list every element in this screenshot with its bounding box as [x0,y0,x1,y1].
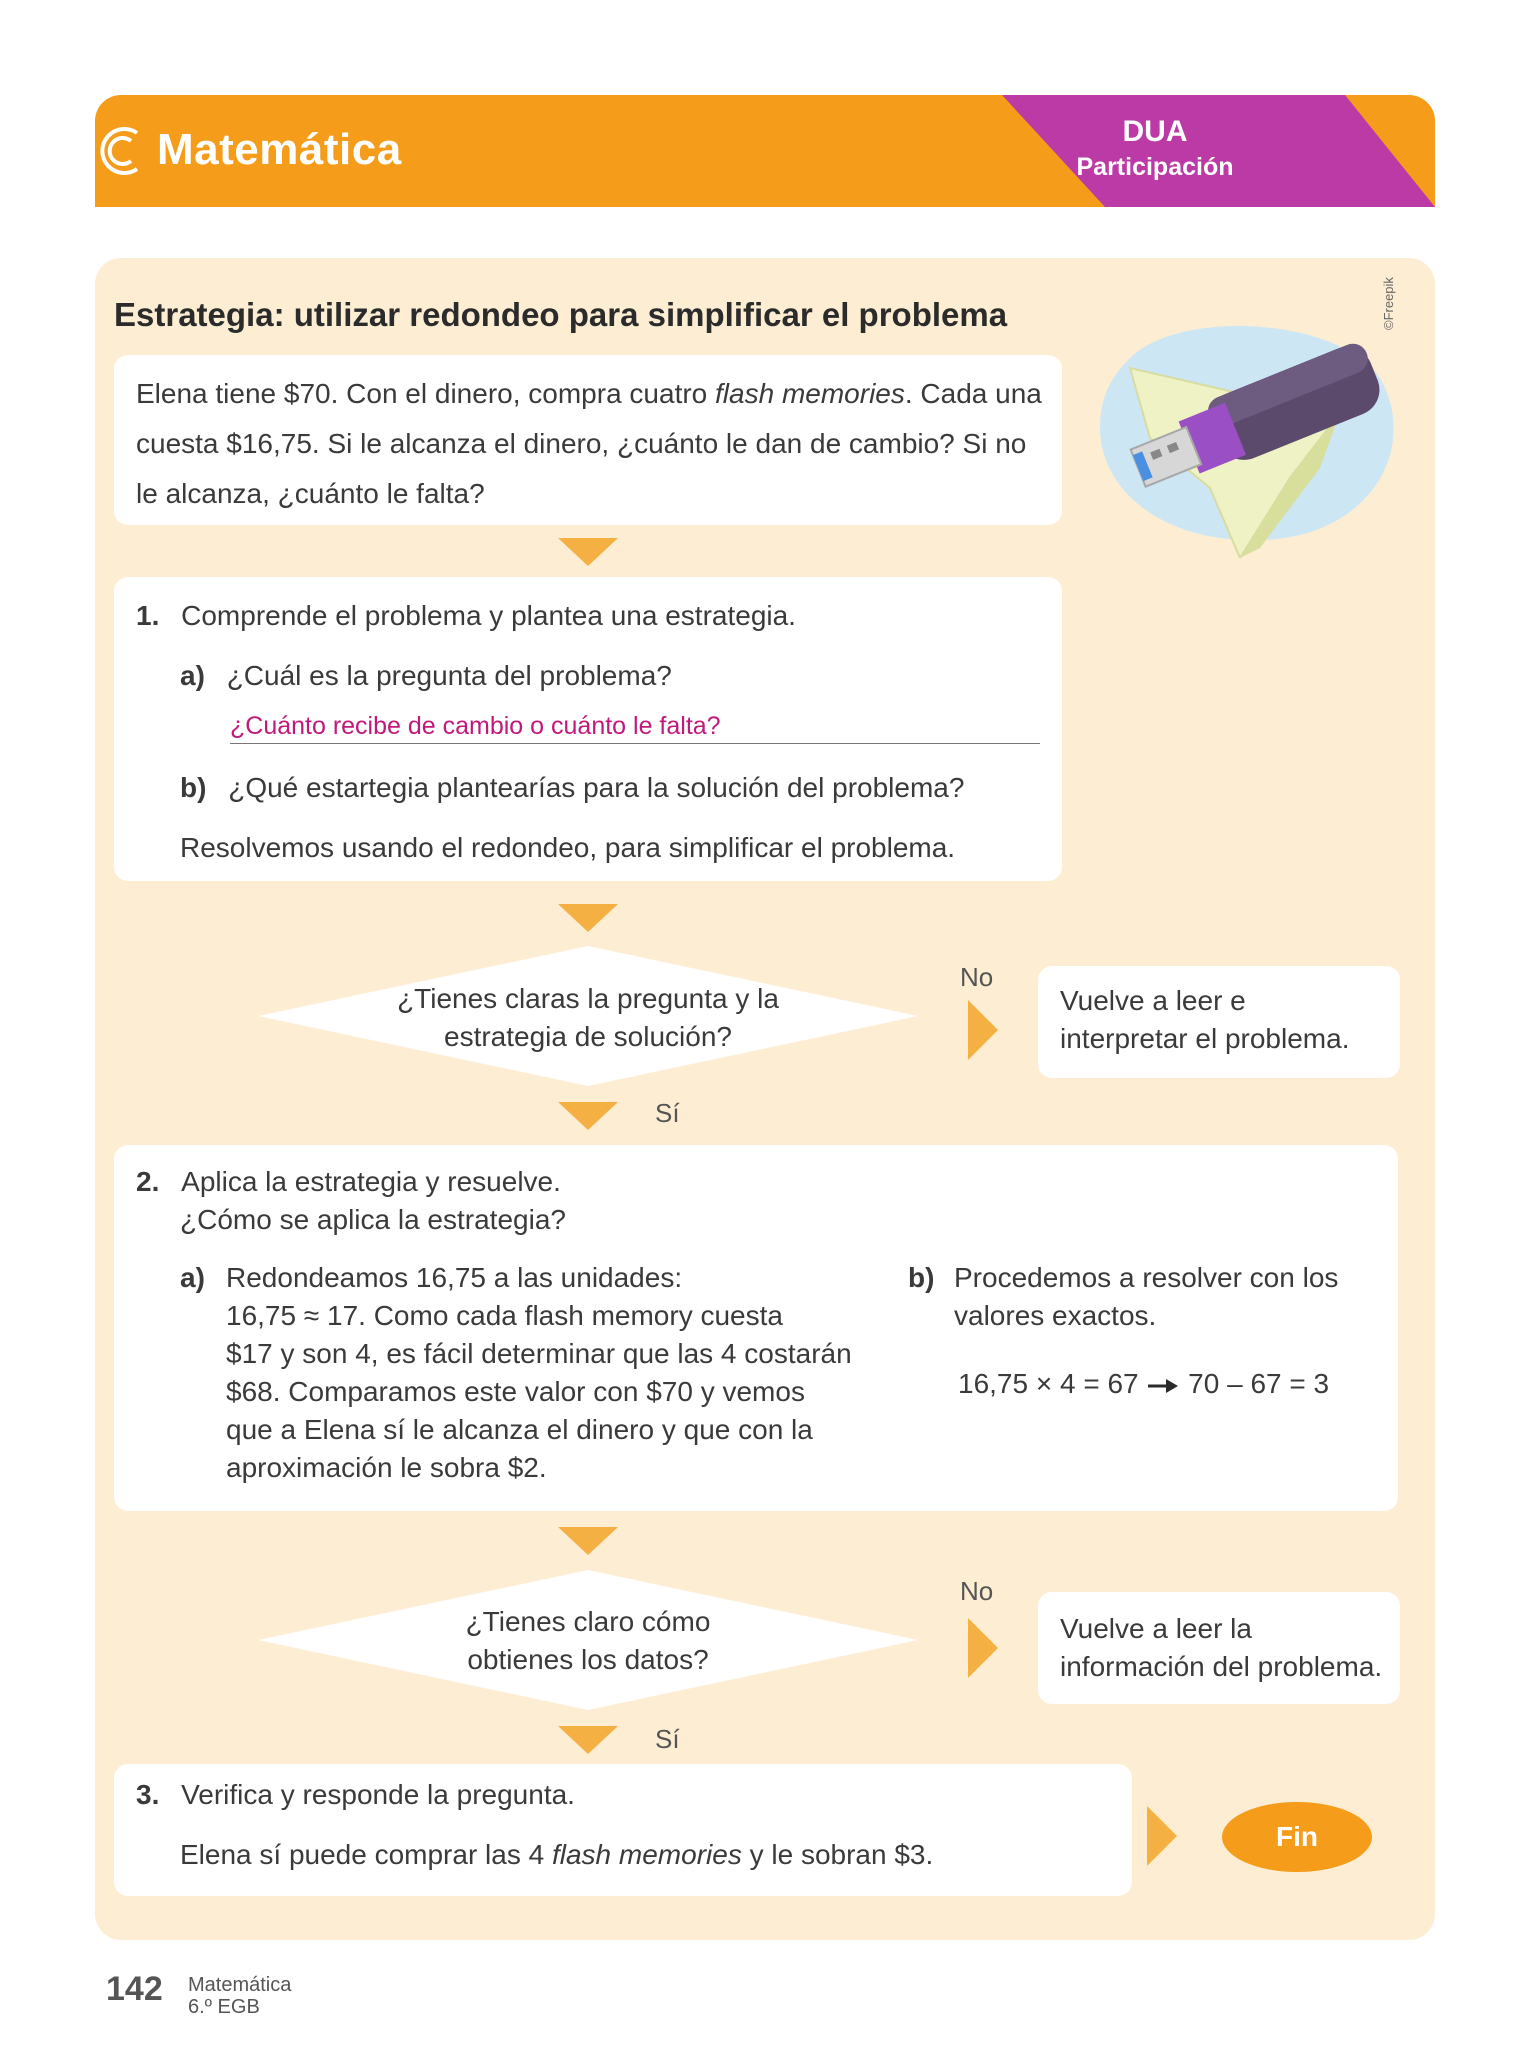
dua-title: DUA [1122,115,1188,148]
step1-a-question: ¿Cuál es la pregunta del problema? [226,660,672,691]
step1-b-answer: Resolvemos usando el redondeo, para simplificar el problema. [180,832,956,863]
subject-logo-icon [97,123,147,179]
step1-b-label: b) [180,772,207,803]
step3-answer [180,1830,933,1880]
flash-memory-illustration [1090,318,1410,558]
decision2-question [258,1603,918,1679]
step2-b-label-text: b) [908,1262,935,1293]
footer-info [188,1974,291,2018]
decision2-question-line2: obtienes los datos? [467,1644,709,1675]
footer-subject: Matemática [188,1974,292,1996]
step3-heading-row [136,1770,575,1820]
page-title: Estrategia: utilizar redondeo para simplificar el problema [114,296,1008,333]
step2-a-line: Redondeamos 16,75 a las unidades: [226,1262,683,1293]
step2-b-label [908,1259,934,1297]
arrow-down-icon [558,904,618,932]
decision1-no-label: No [960,962,994,992]
subject-title: Matemática [157,125,402,174]
step3-card [114,1764,1132,1896]
step2-a-text [226,1259,866,1487]
arrow-right-small-icon [1146,1376,1180,1396]
arrow-down-icon [558,1726,618,1754]
step2-b-text [954,1259,1338,1335]
header-band [95,95,1435,207]
step2-number: 2. [136,1166,160,1197]
step2-card [114,1145,1398,1511]
step2-a-line: que a Elena sí le alcanza el dinero y que con la [226,1414,813,1445]
problem-text-part1: Elena tiene $70. Con el dinero, compra cuatro [136,378,716,409]
decision2-no-line1: Vuelve a leer la [1060,1613,1252,1644]
image-credit: ©Freepik [1381,277,1396,330]
step2-b-line1: Procedemos a resolver con los [954,1262,1339,1293]
decision2-yes-label: Sí [655,1724,680,1754]
decision2-question-line1: ¿Tienes claro cómo [465,1606,711,1637]
step3-number: 3. [136,1779,160,1810]
decision1-question [258,980,918,1056]
dua-subtitle: Participación [1076,153,1234,181]
step2-a-label [180,1259,205,1297]
step1-b-question: ¿Qué estartegia plantearías para la solución del problema? [228,772,965,803]
step1-a-label: a) [180,660,205,691]
problem-text-italic: flash memories [715,378,905,409]
decision2-no-box [1038,1592,1400,1704]
step3-answer-part1: Elena sí puede comprar las 4 [180,1839,552,1870]
decision1-no-text [1060,982,1349,1058]
arrow-right-icon [968,1000,998,1060]
step2-a-line: 16,75 ≈ 17. Como cada flash memory cuesta [226,1300,783,1331]
decision1-no-box [1038,966,1400,1078]
arrow-right-icon [968,1618,998,1678]
step3-answer-italic: flash memories [551,1839,742,1870]
decision2-no-line2: información del problema. [1060,1651,1383,1682]
step2-a-line: $17 y son 4, es fácil determinar que las 4 costarán [226,1338,852,1369]
equation-right: 70 – 67 = 3 [1188,1368,1330,1399]
step1-number: 1. [136,600,160,631]
step1-card [114,577,1062,881]
step2-a-label-text: a) [180,1262,205,1293]
step2-heading-row [136,1163,561,1201]
step2-a-line: aproximación le sobra $2. [226,1452,547,1483]
step3-heading: Verifica y responde la pregunta. [181,1779,575,1810]
step1-heading: Comprende el problema y plantea una estrategia. [181,600,796,631]
step3-answer-part2: y le sobran $3. [741,1839,934,1870]
arrow-down-icon [558,538,618,566]
step1-b-row [180,763,964,813]
problem-text [136,369,1046,519]
step1-a-answer: ¿Cuánto recibe de cambio o cuánto le falta? [230,709,1040,744]
step2-a-line: $68. Comparamos este valor con $70 y vemos [226,1376,805,1407]
equation-left: 16,75 × 4 = 67 [958,1368,1139,1399]
decision1-question-line1: ¿Tienes claras la pregunta y la [397,983,779,1014]
fin-badge: Fin [1222,1802,1372,1872]
decision1-yes-label: Sí [655,1098,680,1128]
arrow-right-icon [1147,1806,1177,1866]
decision1-no-line1: Vuelve a leer e [1060,985,1246,1016]
step1-heading-row [136,591,796,641]
arrow-down-icon [558,1527,618,1555]
step2-heading-line1: Aplica la estrategia y resuelve. [181,1166,561,1197]
problem-text-part2: . Cada una cuesta $16,75. Si le alcanza el dinero, ¿cuánto le dan de cambio? Si no le alcanza, ¿cuánto le falta? [136,378,1042,509]
decision1-no-line2: interpretar el problema. [1060,1023,1350,1054]
decision2-no-text [1060,1610,1382,1686]
decision2-no-label: No [960,1576,994,1606]
footer-grade: 6.º EGB [188,1996,260,2018]
step2-b-line2: valores exactos. [954,1300,1157,1331]
decision1-question-line2: estrategia de solución? [444,1021,732,1052]
step1-a-row [180,651,672,701]
step2-equation [958,1365,1329,1403]
problem-card [114,355,1062,525]
step2-heading-line2: ¿Cómo se aplica la estrategia? [180,1204,566,1235]
page-number: 142 [106,1970,163,2008]
arrow-down-icon [558,1102,618,1130]
